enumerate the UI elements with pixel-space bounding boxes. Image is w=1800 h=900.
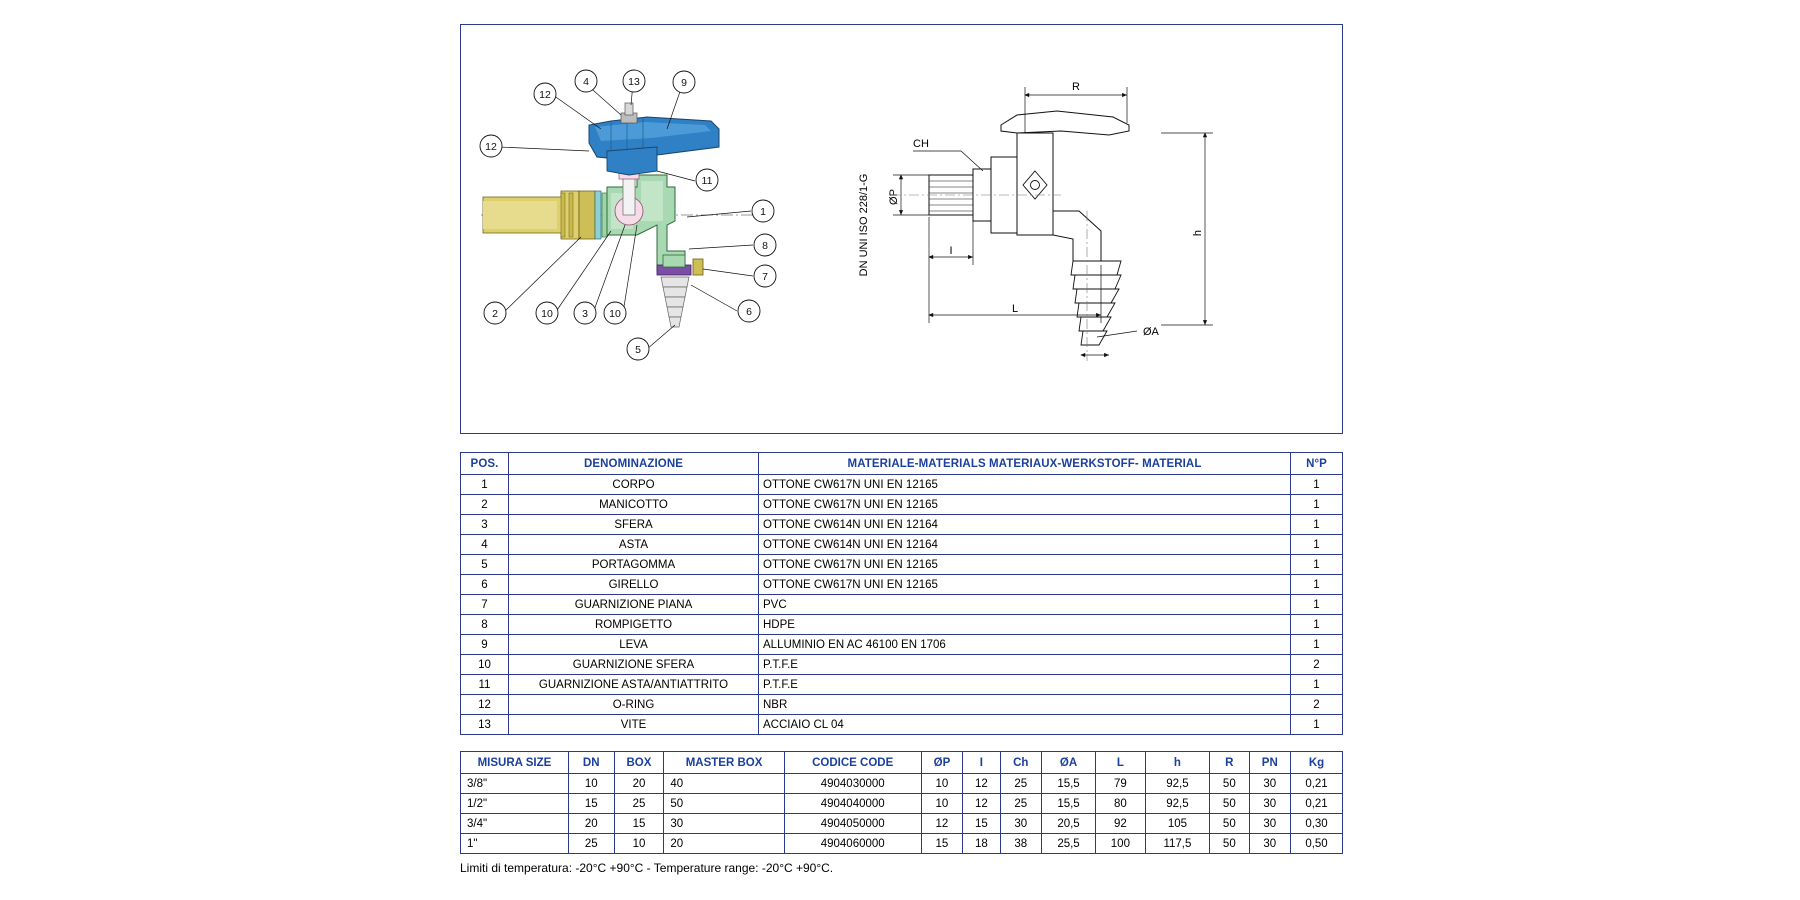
cell-kg: 0,30 bbox=[1291, 814, 1343, 834]
table-row bbox=[461, 595, 1343, 615]
cell-pos: 5 bbox=[461, 555, 509, 575]
cell-codice: 4904040000 bbox=[784, 794, 921, 814]
exploded-section-view bbox=[480, 70, 776, 360]
cell-box: 15 bbox=[614, 814, 664, 834]
cell-r: 50 bbox=[1210, 794, 1249, 814]
cell-pos: 3 bbox=[461, 515, 509, 535]
cell-pos: 13 bbox=[461, 715, 509, 735]
cell-oa: 15,5 bbox=[1042, 794, 1096, 814]
cell-np: 1 bbox=[1291, 515, 1343, 535]
sizes-header-oa: ØA bbox=[1042, 752, 1096, 774]
cell-material: HDPE bbox=[759, 615, 1291, 635]
cell-denominazione: O-RING bbox=[509, 695, 759, 715]
cell-material: NBR bbox=[759, 695, 1291, 715]
cell-pos: 11 bbox=[461, 675, 509, 695]
cell-material: P.T.F.E bbox=[759, 675, 1291, 695]
cell-pos: 7 bbox=[461, 595, 509, 615]
svg-text:5: 5 bbox=[635, 344, 641, 356]
cell-material: ALLUMINIO EN AC 46100 EN 1706 bbox=[759, 635, 1291, 655]
sizes-header-r: R bbox=[1210, 752, 1249, 774]
cell-material: OTTONE CW614N UNI EN 12164 bbox=[759, 535, 1291, 555]
cell-master-box: 50 bbox=[664, 794, 784, 814]
cell-l: 92 bbox=[1095, 814, 1145, 834]
cell-misura: 1/2" bbox=[461, 794, 569, 814]
lever-handle bbox=[589, 117, 719, 175]
cell-material: PVC bbox=[759, 595, 1291, 615]
cell-dn: 25 bbox=[568, 834, 614, 854]
cell-oa: 20,5 bbox=[1042, 814, 1096, 834]
cell-misura: 3/4" bbox=[461, 814, 569, 834]
cell-box: 20 bbox=[614, 774, 664, 794]
table-row bbox=[461, 615, 1343, 635]
cell-material: OTTONE CW617N UNI EN 12165 bbox=[759, 575, 1291, 595]
parts-table bbox=[460, 452, 1343, 735]
cell-pos: 12 bbox=[461, 695, 509, 715]
sizes-table bbox=[460, 751, 1343, 854]
cell-i: 12 bbox=[963, 794, 1000, 814]
cell-box: 10 bbox=[614, 834, 664, 854]
technical-drawing-panel bbox=[460, 24, 1343, 434]
hose-nozzle bbox=[657, 255, 703, 327]
cell-master-box: 30 bbox=[664, 814, 784, 834]
cell-i: 12 bbox=[963, 774, 1000, 794]
sizes-header-kg: Kg bbox=[1291, 752, 1343, 774]
cell-np: 1 bbox=[1291, 535, 1343, 555]
cell-denominazione: PORTAGOMMA bbox=[509, 555, 759, 575]
cell-box: 25 bbox=[614, 794, 664, 814]
parts-header-denominazione: DENOMINAZIONE bbox=[509, 453, 759, 475]
cell-pos: 6 bbox=[461, 575, 509, 595]
dim-h bbox=[1161, 133, 1213, 325]
datasheet bbox=[460, 24, 1345, 875]
cell-denominazione: GUARNIZIONE PIANA bbox=[509, 595, 759, 615]
table-row bbox=[461, 475, 1343, 495]
cell-pos: 2 bbox=[461, 495, 509, 515]
sizes-header-misura: MISURA SIZE bbox=[461, 752, 569, 774]
cell-l: 80 bbox=[1095, 794, 1145, 814]
sizes-header-codice: CODICE CODE bbox=[784, 752, 921, 774]
svg-text:2: 2 bbox=[492, 308, 498, 320]
table-row bbox=[461, 675, 1343, 695]
technical-drawing-svg bbox=[461, 25, 1344, 435]
cell-op: 15 bbox=[921, 834, 963, 854]
table-row bbox=[461, 535, 1343, 555]
cell-denominazione: MANICOTTO bbox=[509, 495, 759, 515]
cell-oa: 25,5 bbox=[1042, 834, 1096, 854]
cell-material: ACCIAIO CL 04 bbox=[759, 715, 1291, 735]
dim-I bbox=[929, 217, 973, 265]
cell-oa: 15,5 bbox=[1042, 774, 1096, 794]
svg-text:10: 10 bbox=[609, 308, 621, 320]
cell-dn: 15 bbox=[568, 794, 614, 814]
cell-misura: 1" bbox=[461, 834, 569, 854]
cell-ch: 25 bbox=[1000, 794, 1042, 814]
table-row bbox=[461, 575, 1343, 595]
cell-dn: 20 bbox=[568, 814, 614, 834]
sizes-header-ch: Ch bbox=[1000, 752, 1042, 774]
dim-label-DN: DN UNI ISO 228/1-G bbox=[858, 173, 870, 277]
svg-text:12: 12 bbox=[539, 89, 551, 101]
sizes-header-dn: DN bbox=[568, 752, 614, 774]
cell-pos: 1 bbox=[461, 475, 509, 495]
cell-np: 1 bbox=[1291, 575, 1343, 595]
sizes-header-h: h bbox=[1145, 752, 1209, 774]
cell-np: 1 bbox=[1291, 715, 1343, 735]
dim-label-OA: ØA bbox=[1143, 326, 1159, 338]
cell-pos: 9 bbox=[461, 635, 509, 655]
table-row bbox=[461, 655, 1343, 675]
cell-master-box: 40 bbox=[664, 774, 784, 794]
cell-np: 1 bbox=[1291, 495, 1343, 515]
dim-label-I: I bbox=[949, 245, 953, 257]
cell-denominazione: VITE bbox=[509, 715, 759, 735]
screw-top bbox=[621, 103, 637, 123]
table-row bbox=[461, 794, 1343, 814]
cell-pn: 30 bbox=[1249, 774, 1291, 794]
cell-h: 117,5 bbox=[1145, 834, 1209, 854]
cell-kg: 0,50 bbox=[1291, 834, 1343, 854]
cell-denominazione: CORPO bbox=[509, 475, 759, 495]
cell-ch: 38 bbox=[1000, 834, 1042, 854]
dim-label-OP: ØP bbox=[888, 189, 900, 205]
cell-dn: 10 bbox=[568, 774, 614, 794]
cell-h: 92,5 bbox=[1145, 794, 1209, 814]
dim-CH bbox=[913, 151, 983, 171]
cell-material: OTTONE CW617N UNI EN 12165 bbox=[759, 495, 1291, 515]
cell-misura: 3/8" bbox=[461, 774, 569, 794]
dim-label-CH: CH bbox=[913, 138, 929, 150]
parts-header-pos: POS. bbox=[461, 453, 509, 475]
cell-pos: 4 bbox=[461, 535, 509, 555]
sizes-table-header-row bbox=[461, 752, 1343, 774]
cell-np: 1 bbox=[1291, 635, 1343, 655]
parts-table-header-row bbox=[461, 453, 1343, 475]
table-row bbox=[461, 495, 1343, 515]
cell-material: OTTONE CW617N UNI EN 12165 bbox=[759, 555, 1291, 575]
svg-text:1: 1 bbox=[760, 206, 766, 218]
cell-denominazione: GUARNIZIONE SFERA bbox=[509, 655, 759, 675]
cell-material: P.T.F.E bbox=[759, 655, 1291, 675]
cell-denominazione: LEVA bbox=[509, 635, 759, 655]
cell-i: 15 bbox=[963, 814, 1000, 834]
cell-np: 2 bbox=[1291, 695, 1343, 715]
cell-denominazione: SFERA bbox=[509, 515, 759, 535]
cell-pos: 10 bbox=[461, 655, 509, 675]
cell-denominazione: ROMPIGETTO bbox=[509, 615, 759, 635]
table-row bbox=[461, 635, 1343, 655]
inlet-nipple bbox=[483, 191, 595, 239]
cell-np: 1 bbox=[1291, 675, 1343, 695]
cell-i: 18 bbox=[963, 834, 1000, 854]
cell-pn: 30 bbox=[1249, 794, 1291, 814]
cell-codice: 4904050000 bbox=[784, 814, 921, 834]
cell-h: 92,5 bbox=[1145, 774, 1209, 794]
cell-denominazione: GUARNIZIONE ASTA/ANTIATTRITO bbox=[509, 675, 759, 695]
parts-header-material: MATERIALE-MATERIALS MATERIAUX-WERKSTOFF- MATERIAL bbox=[759, 453, 1291, 475]
svg-text:6: 6 bbox=[746, 306, 752, 318]
cell-pos: 8 bbox=[461, 615, 509, 635]
cell-r: 50 bbox=[1210, 814, 1249, 834]
cell-material: OTTONE CW614N UNI EN 12164 bbox=[759, 515, 1291, 535]
sizes-header-box: BOX bbox=[614, 752, 664, 774]
cell-r: 50 bbox=[1210, 774, 1249, 794]
table-row bbox=[461, 695, 1343, 715]
cell-np: 1 bbox=[1291, 555, 1343, 575]
cell-r: 50 bbox=[1210, 834, 1249, 854]
svg-text:11: 11 bbox=[701, 175, 713, 187]
svg-text:12: 12 bbox=[485, 141, 497, 153]
dim-label-h: h bbox=[1192, 229, 1204, 237]
seal-rings bbox=[595, 191, 607, 239]
svg-text:4: 4 bbox=[583, 76, 589, 88]
sizes-header-i: I bbox=[963, 752, 1000, 774]
sizes-header-op: ØP bbox=[921, 752, 963, 774]
cell-master-box: 20 bbox=[664, 834, 784, 854]
cell-ch: 25 bbox=[1000, 774, 1042, 794]
hose-tail bbox=[1071, 261, 1121, 345]
table-row bbox=[461, 715, 1343, 735]
cell-h: 105 bbox=[1145, 814, 1209, 834]
table-row bbox=[461, 814, 1343, 834]
cell-op: 10 bbox=[921, 774, 963, 794]
cell-op: 12 bbox=[921, 814, 963, 834]
cell-l: 100 bbox=[1095, 834, 1145, 854]
cell-codice: 4904060000 bbox=[784, 834, 921, 854]
temperature-range-note: Limiti di temperatura: -20°C +90°C - Temperature range: -20°C +90°C. bbox=[460, 861, 834, 875]
cell-kg: 0,21 bbox=[1291, 794, 1343, 814]
table-row bbox=[461, 515, 1343, 535]
sizes-header-l: L bbox=[1095, 752, 1145, 774]
cell-pn: 30 bbox=[1249, 834, 1291, 854]
dim-label-L: L bbox=[1011, 303, 1019, 315]
svg-text:7: 7 bbox=[762, 271, 768, 283]
svg-text:8: 8 bbox=[762, 240, 768, 252]
cell-denominazione: GIRELLO bbox=[509, 575, 759, 595]
cell-np: 1 bbox=[1291, 595, 1343, 615]
cell-op: 10 bbox=[921, 794, 963, 814]
cell-kg: 0,21 bbox=[1291, 774, 1343, 794]
sizes-header-pn: PN bbox=[1249, 752, 1291, 774]
cell-denominazione: ASTA bbox=[509, 535, 759, 555]
cell-material: OTTONE CW617N UNI EN 12165 bbox=[759, 475, 1291, 495]
cell-np: 1 bbox=[1291, 615, 1343, 635]
svg-text:13: 13 bbox=[628, 76, 640, 88]
table-row bbox=[461, 555, 1343, 575]
svg-text:9: 9 bbox=[681, 77, 687, 89]
cell-l: 79 bbox=[1095, 774, 1145, 794]
table-row bbox=[461, 774, 1343, 794]
svg-text:10: 10 bbox=[541, 308, 553, 320]
table-row bbox=[461, 834, 1343, 854]
parts-header-np: N°P bbox=[1291, 453, 1343, 475]
cell-pn: 30 bbox=[1249, 814, 1291, 834]
cell-ch: 30 bbox=[1000, 814, 1042, 834]
dimensioned-view bbox=[858, 81, 1213, 361]
svg-text:3: 3 bbox=[582, 308, 588, 320]
dim-label-R: R bbox=[1072, 81, 1080, 93]
cell-codice: 4904030000 bbox=[784, 774, 921, 794]
cell-np: 2 bbox=[1291, 655, 1343, 675]
cell-np: 1 bbox=[1291, 475, 1343, 495]
sizes-header-master-box: MASTER BOX bbox=[664, 752, 784, 774]
